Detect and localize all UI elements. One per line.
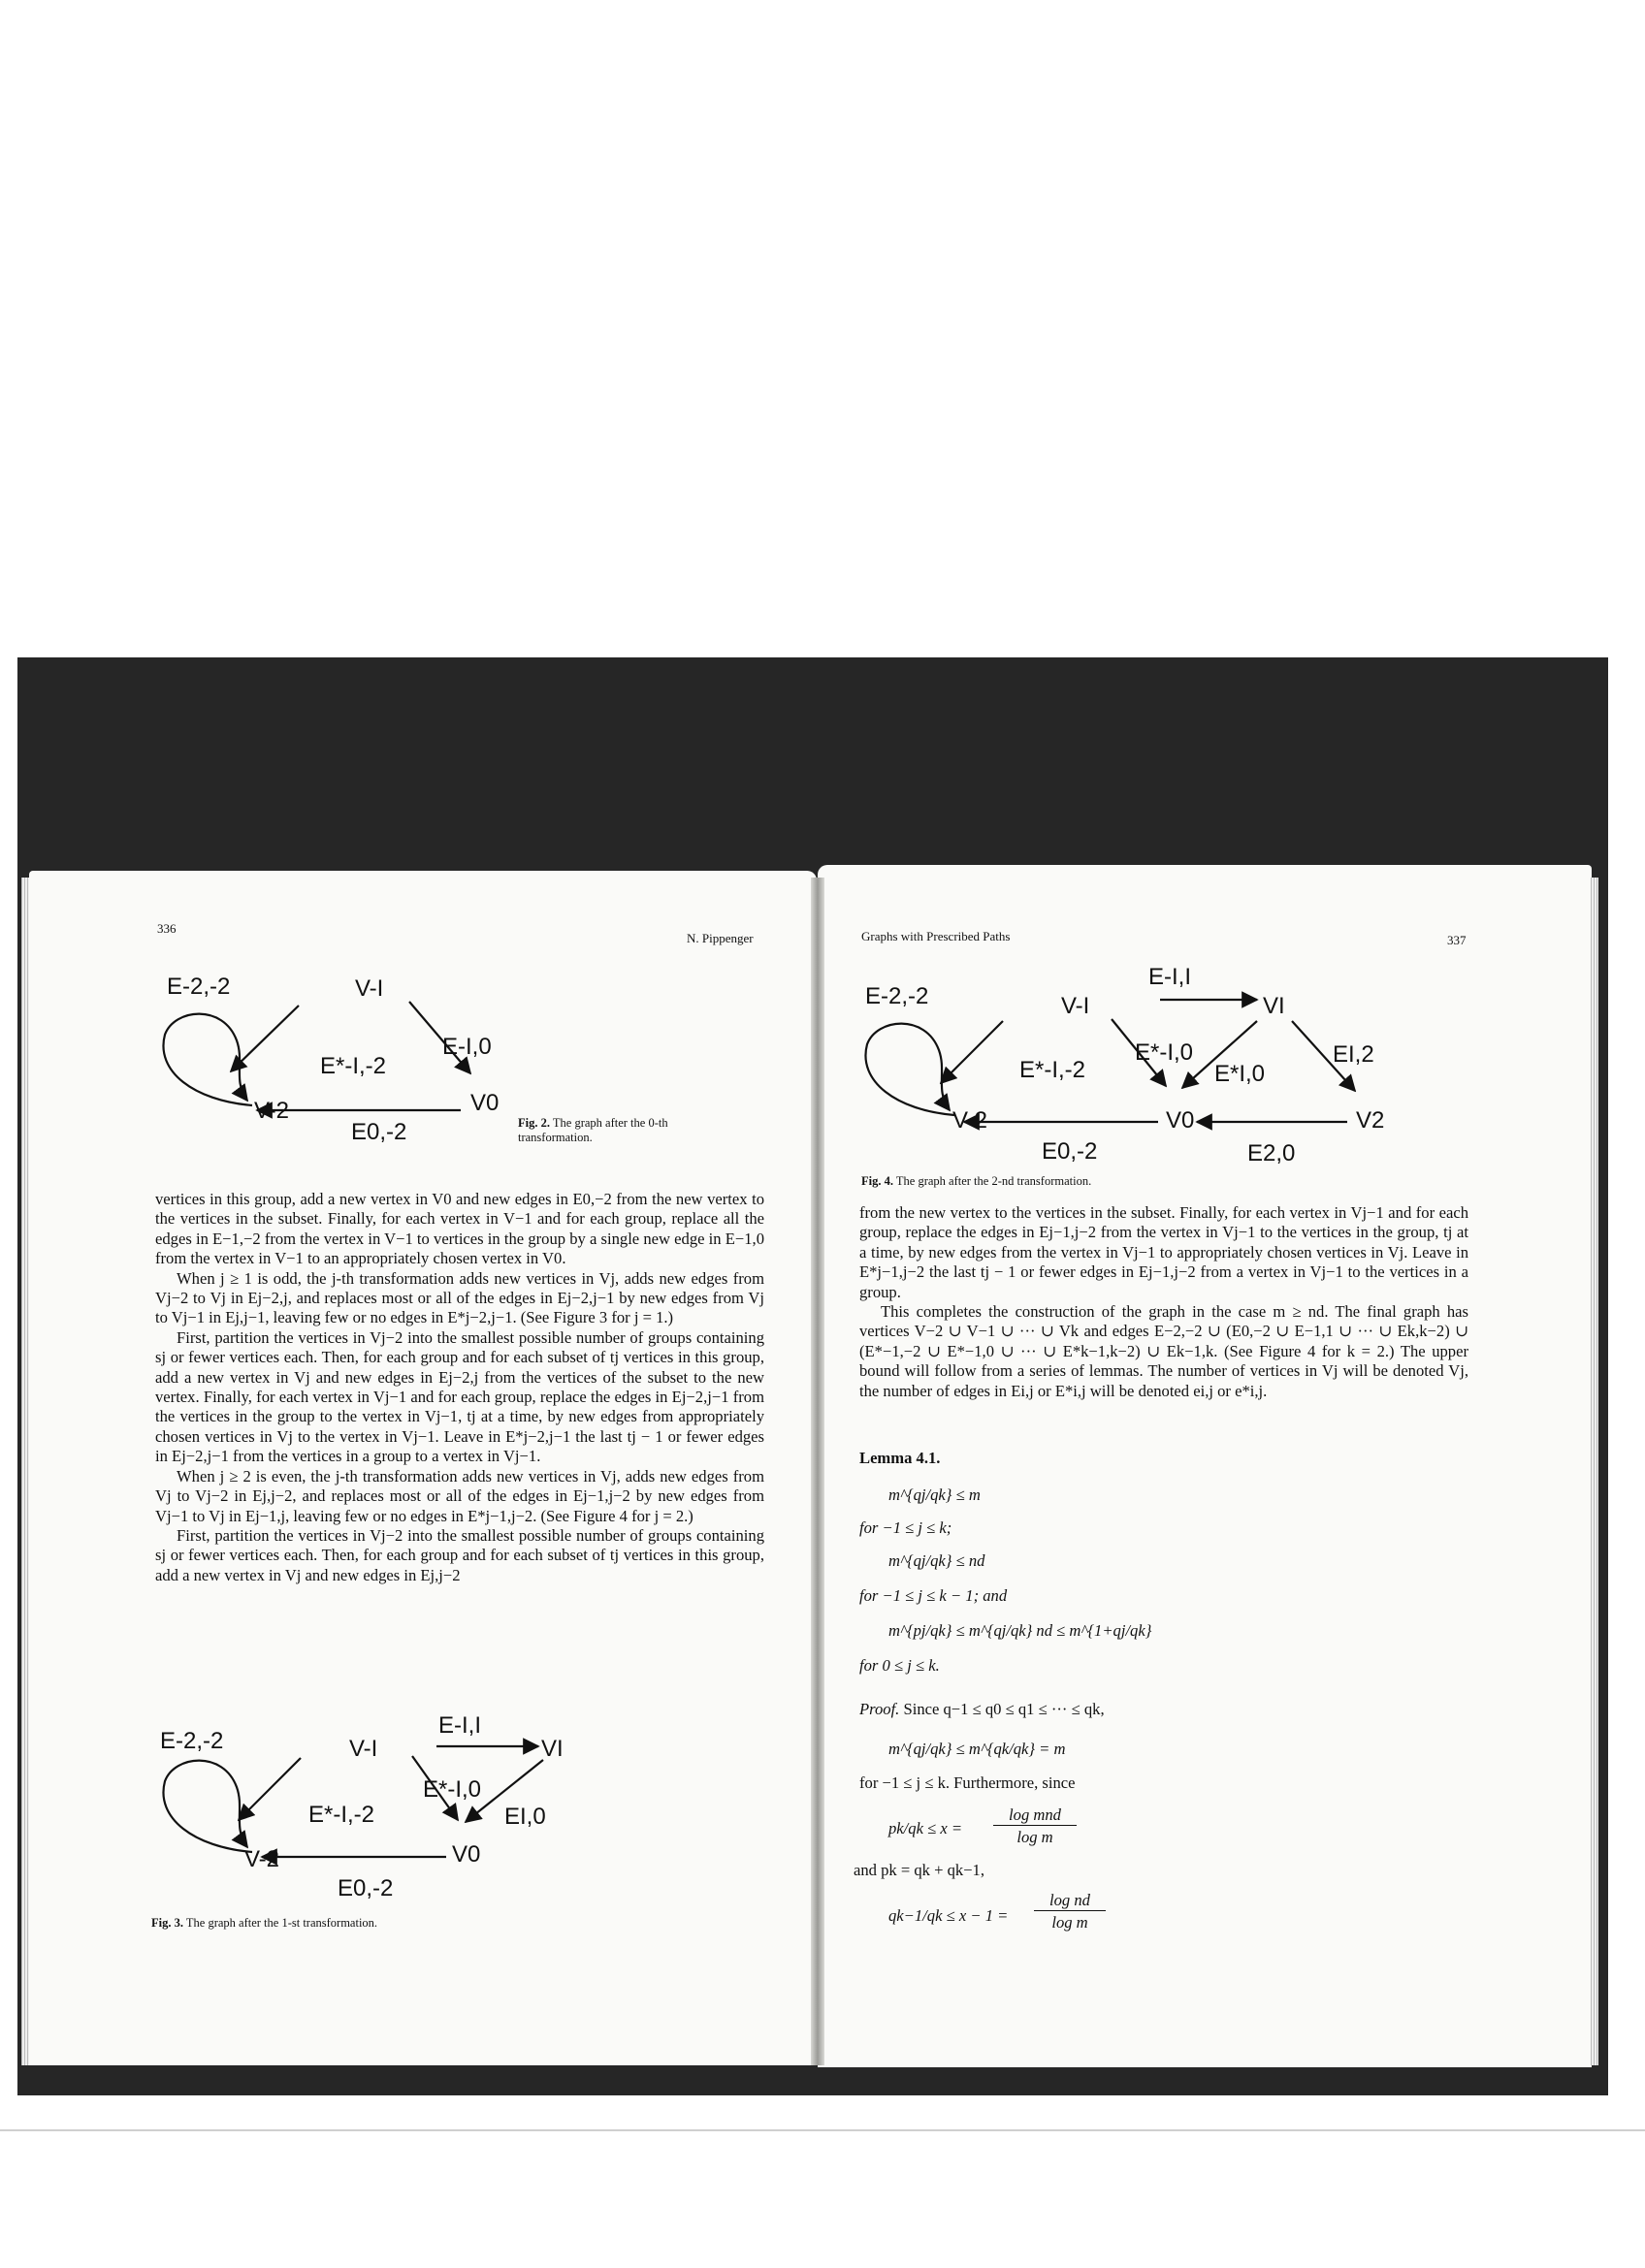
fig3-caption-text: The graph after the 1-st transformation. (185, 1916, 378, 1930)
proof-text: Since q−1 ≤ q0 ≤ q1 ≤ ··· ≤ qk, (903, 1700, 1105, 1718)
lemma-title: Lemma 4.1. (859, 1449, 941, 1467)
left-paragraph-5: First, partition the vertices in Vj−2 into the smallest possible number of groups containing sj or fewer vertices each. Then, for each group and for each subset of tj vertices in this group, add a new vertex in Vj and new edges in Ej,j−2 (155, 1525, 764, 1584)
label-v-m2: V-2 (254, 1098, 290, 1124)
right-paragraph-1: from the new vertex to the vertices in the subset. Finally, for each vertex in Vj−1 and for each group, replace the edges in Ej−1,j−2 from the vertex in Vj−1 to the vertices in the group, tj at a time, by new edges from the vertex in Vj−1 to appropriately chosen vertices in Vj. Leave in E*j−1,j−2 the last tj − 1 or fewer edges in Ej−1,j−2 from a vertex in Vj−1 to the vertices in a group. (859, 1203, 1468, 1301)
edge-e-star-1-2 (231, 1006, 299, 1071)
equation-5-denominator: log m (1016, 1828, 1053, 1846)
figure-4 (857, 965, 1401, 1168)
label-v-m1: V-I (355, 975, 384, 1002)
label-e-star-m1-0: E*-I,0 (1135, 1039, 1194, 1066)
equation-5-numerator: log mnd (993, 1805, 1077, 1826)
left-paragraph-1: vertices in this group, add a new vertex in V0 and new edges in E0,−2 from the new vertex to the vertices in the subset. Finally, for each vertex in V−1 and for each group, replace all the edges in E−1,−2 from the vertex in V−1 to vertices in the group by a single new edge in E−1,0 from the vertex in V−1 to an appropriately chosen vertex in V0. (155, 1190, 764, 1268)
equation-3: m^{pj/qk} ≤ m^{qj/qk} nd ≤ m^{1+qj/qk} (888, 1621, 1152, 1640)
label-e-star-1-0: E*I,0 (1214, 1061, 1266, 1087)
proof-line-1 (859, 1700, 1105, 1719)
label-e-m2m2: E-2,-2 (167, 974, 231, 1000)
running-head-right: Graphs with Prescribed Paths (861, 929, 1011, 943)
fig2-caption-text: The graph after the 0-th transformation. (518, 1116, 668, 1144)
condition-2: for −1 ≤ j ≤ k − 1; and (859, 1586, 1008, 1605)
page-number-right: 337 (1447, 933, 1467, 947)
label-e-2-0: E2,0 (1247, 1140, 1296, 1166)
label-e-0m2: E0,-2 (1042, 1138, 1098, 1165)
right-body-text (859, 1203, 1468, 1401)
label-e-star-m1m2: E*-I,-2 (1019, 1057, 1086, 1083)
label-e-m2m2: E-2,-2 (865, 983, 929, 1009)
equation-1: m^{qj/qk} ≤ m (888, 1485, 981, 1504)
left-paragraph-4: When j ≥ 2 is even, the j-th transformation adds new vertices in Vj, adds new edges from Vj to Vj−2 in Ej,j−2, and replaces most or all of the edges in Ej−1,j−2 by new edges from Vj−1 to Vj in Ej−1,j, leaving few or no edges in E*j−1,j−2. (See Figure 4 for j = 2.) (155, 1466, 764, 1525)
equation-5-lhs: pk/qk ≤ x = (888, 1819, 963, 1837)
label-v-1: VI (541, 1736, 564, 1762)
label-e-m1-1: E-I,I (1148, 964, 1192, 990)
edge-e-star-1-2 (239, 1758, 301, 1820)
label-v-m2: V-2 (244, 1846, 280, 1872)
edge-loop-e-2-2 (163, 1014, 252, 1105)
edge-e-star-1-2 (941, 1021, 1003, 1083)
left-page-edge (21, 878, 29, 2065)
label-e-0m2: E0,-2 (351, 1119, 407, 1145)
right-page-edge (1591, 878, 1598, 2065)
fig2-caption (518, 1116, 741, 1145)
left-body-text (155, 1190, 764, 1585)
label-v-0: V0 (470, 1090, 500, 1116)
label-e-star-m1m2: E*-I,-2 (308, 1802, 375, 1828)
equation-6-denominator: log m (1051, 1913, 1088, 1932)
line-and: and pk = qk + qk−1, (854, 1861, 985, 1879)
label-v-m2: V-2 (952, 1107, 988, 1134)
label-v-0: V0 (1166, 1107, 1195, 1134)
label-v-m1: V-I (349, 1736, 378, 1762)
label-e-0m2: E0,-2 (338, 1875, 394, 1901)
proof-label: Proof. (859, 1700, 900, 1718)
fig4-caption (861, 1174, 1249, 1189)
label-e-star-m1-0: E*-I,0 (423, 1776, 482, 1803)
right-paragraph-2: This completes the construction of the graph in the case m ≥ nd. The final graph has vertices V−2 ∪ V−1 ∪ ··· ∪ Vk and edges E−2,−2 ∪ (E0,−2 ∪ E−1,1 ∪ ··· ∪ Ek,k−2) ∪ (E*−1,−2 ∪ E*−1,0 ∪ ··· ∪ E*k−1,k−2) ∪ Ek−1,k. (See Figure 4 for k = 2.) The upper bound will follow from a series of lemmas. The number of vertices in Vj will be denoted Vj, the number of edges in Ei,j or E*i,j will be denoted ei,j or e*i,j. (859, 1302, 1468, 1400)
label-e-m1-1: E-I,I (438, 1712, 482, 1739)
line-furthermore: for −1 ≤ j ≤ k. Furthermore, since (859, 1773, 1076, 1792)
equation-2: m^{qj/qk} ≤ nd (888, 1551, 985, 1570)
running-head-left: N. Pippenger (687, 931, 754, 945)
edge-loop-e-2-2 (865, 1024, 954, 1115)
left-paragraph-2: When j ≥ 1 is odd, the j-th transformation adds new vertices in Vj, adds new edges from Vj−2 to Vj in Ej−2,j, and replaces most or all of the edges in Ej−2,j−1 by new edges from Vj to Vj−1 in Ej,j−1, leaving few or no edges in E*j−2,j−1. (See Figure 3 for j = 1.) (155, 1268, 764, 1327)
page-number-left: 336 (157, 921, 177, 936)
condition-1: for −1 ≤ j ≤ k; (859, 1518, 952, 1537)
fig3-caption (151, 1916, 539, 1931)
condition-3: for 0 ≤ j ≤ k. (859, 1656, 940, 1675)
equation-4: m^{qj/qk} ≤ m^{qk/qk} = m (888, 1740, 1066, 1758)
label-v-0: V0 (452, 1841, 481, 1868)
figure-3 (155, 1702, 737, 1910)
label-e-1-0: EI,0 (504, 1804, 546, 1830)
fig4-caption-label: Fig. 4. (861, 1174, 893, 1188)
label-v-1: VI (1263, 993, 1285, 1019)
label-e-star-m1m2: E*-I,-2 (320, 1053, 387, 1079)
equation-6-lhs: qk−1/qk ≤ x − 1 = (888, 1906, 1009, 1925)
fig3-caption-label: Fig. 3. (151, 1916, 183, 1930)
scanner-bottom-edge (0, 2129, 1645, 2131)
left-paragraph-3: First, partition the vertices in Vj−2 into the smallest possible number of groups containing sj or fewer vertices each. Then, for each group and for each subset of tj vertices in this group, add a new vertex in Vj and new edges in Ej−2,j from the vertices of the subset to the new vertex. Finally, for each vertex in Vj−1 and for each group, replace the edges in Ej−2,j−1 from the vertices in the group to the vertex in Vj−1, tj at a time, by new edges from appropriately chosen vertices in Vj to the vertex in Vj−1. Leave in E*j−2,j−1 the last tj − 1 or fewer edges in Ej−2,j−1 from the vertices in a group to a vertex in Vj−1. (155, 1327, 764, 1466)
label-e-1-2: EI,2 (1333, 1041, 1374, 1068)
fig4-caption-text: The graph after the 2-nd transformation. (895, 1174, 1092, 1188)
label-e-m2m2: E-2,-2 (160, 1728, 224, 1754)
equation-6-numerator: log nd (1034, 1891, 1106, 1911)
label-e-m1-0: E-I,0 (442, 1034, 492, 1060)
book-gutter (811, 878, 824, 2065)
label-v-m1: V-I (1061, 993, 1090, 1019)
edge-loop-e-2-2 (163, 1761, 252, 1852)
fig2-caption-label: Fig. 2. (518, 1116, 550, 1130)
label-v-2: V2 (1356, 1107, 1385, 1134)
